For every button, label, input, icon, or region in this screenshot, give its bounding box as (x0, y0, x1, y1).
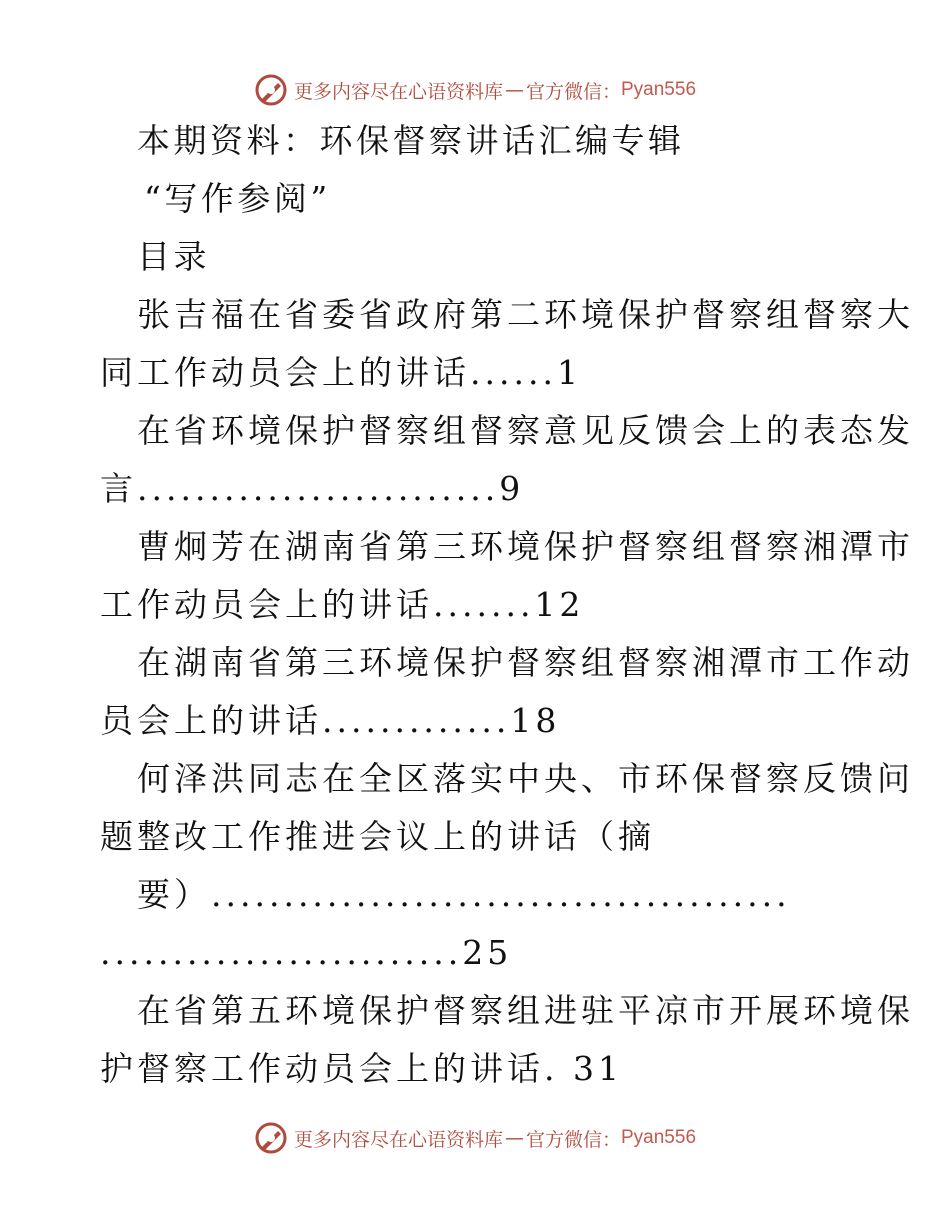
toc-entry[interactable] (100, 518, 914, 634)
toc-entry[interactable] (100, 634, 914, 750)
pen-logo-icon (254, 73, 288, 107)
toc-entry-line: 同工作动员会上的讲话......1 (100, 353, 582, 392)
toc-entry-line: 曹炯芳在湖南省第三环境保护督察组督察湘潭市 (137, 527, 914, 566)
toc-entry-line: 员会上的讲话.............18 (100, 701, 561, 740)
toc-entry-line: 要）........................................ (137, 875, 791, 914)
toc-entry-line: 护督察工作动员会上的讲话. 31 (100, 1049, 623, 1088)
watermark-wechat-label: 官方微信： (525, 1128, 621, 1151)
toc-entry-line: 在省环境保护督察组督察意见反馈会上的表态发 (137, 411, 914, 450)
toc-entry-line: 题整改工作推进会议上的讲话（摘 (100, 817, 655, 856)
pen-logo-icon (254, 1121, 288, 1155)
watermark-wechat-id: Pyan556 (621, 1127, 697, 1148)
toc-entry-line: 言.........................9 (100, 469, 525, 508)
watermark-text: 更多内容尽在心语资料库 (293, 1128, 503, 1151)
watermark-separator: — (504, 1127, 524, 1149)
toc-entry[interactable] (100, 750, 914, 982)
header-watermark (0, 70, 950, 110)
toc-entry[interactable] (100, 402, 914, 518)
toc-entry-line: 何泽洪同志在全区落实中央、市环保督察反馈问 (137, 759, 914, 798)
watermark-separator: — (504, 79, 524, 101)
toc-entry[interactable] (100, 982, 914, 1098)
toc-heading: 目录 (137, 237, 210, 276)
toc-entry-line: 在湖南省第三环境保护督察组督察湘潭市工作动 (137, 643, 914, 682)
watermark-wechat-label: 官方微信： (525, 80, 621, 103)
toc-entry-line: 张吉福在省委省政府第二环境保护督察组督察大 (137, 295, 914, 334)
issue-line: 本期资料：环保督察讲话汇编专辑 (137, 121, 685, 160)
column-name: “写作参阅” (144, 179, 331, 218)
document-body (100, 112, 914, 1098)
toc-entry-line: 在省第五环境保护督察组进驻平凉市开展环境保 (137, 991, 914, 1030)
toc-entry-line: 工作动员会上的讲话.......12 (100, 585, 585, 624)
watermark-wechat-id: Pyan556 (621, 79, 697, 100)
toc-entry[interactable] (100, 286, 914, 402)
toc-entry-line: .........................25 (100, 933, 513, 972)
watermark-text: 更多内容尽在心语资料库 (293, 80, 503, 103)
footer-watermark (0, 1118, 950, 1158)
